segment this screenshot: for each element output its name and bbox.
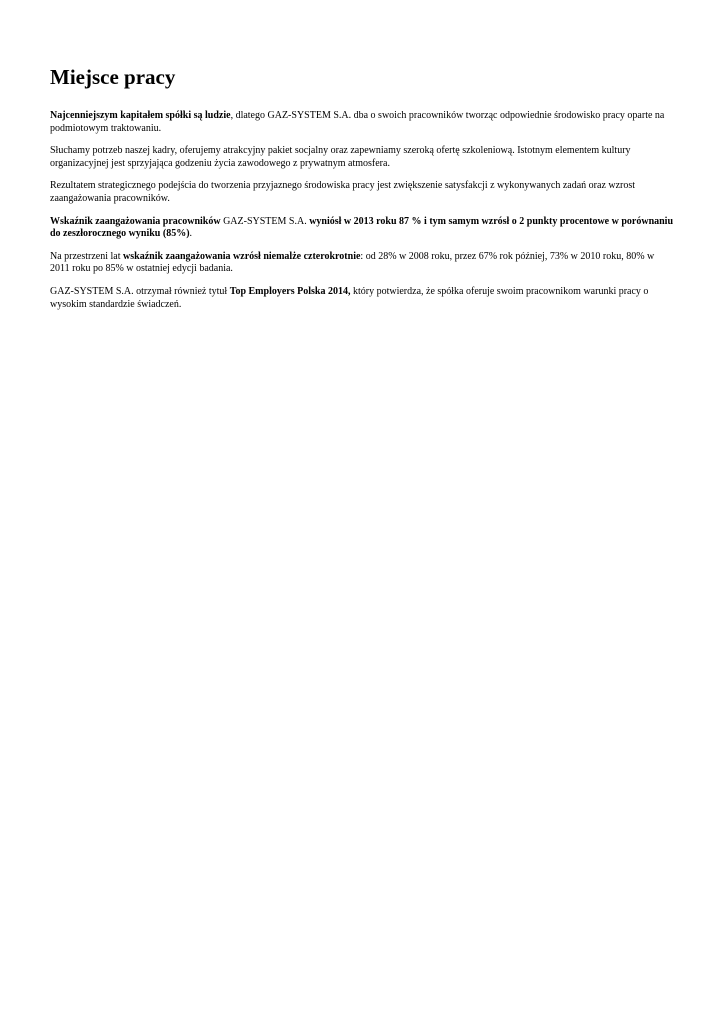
engagement-index-label: Wskaźnik zaangażowania pracowników [50, 215, 221, 227]
paragraph-people-capital-text: , dlatego GAZ-SYSTEM S.A. dba o swoich pracowników tworząc odpowiednie środowisko pracy oparte na podmiotowym traktowaniu. [50, 110, 665, 134]
paragraph-strategy-text: Rezultatem strategicznego podejścia do tworzenia przyjaznego środowiska pracy jest zwiększenie satysfakcji z wykonywanych zadań oraz wzrost zaangażowania pracowników. [50, 180, 636, 204]
paragraph-engagement-growth [50, 251, 675, 276]
paragraph-top-employers [50, 286, 675, 311]
top-employers-title: Top Employers Polska 2014, [229, 285, 351, 297]
engagement-index-period: . [189, 228, 193, 240]
paragraph-benefits [50, 145, 675, 170]
engagement-index-result: wyniósł w 2013 roku 87 % i tym samym wzrósł o 2 punkty procentowe w porównaniu do zeszłorocznego wyniku (85%) [50, 215, 674, 240]
paragraph-strategy [50, 180, 675, 205]
page-title: Miejsce pracy [50, 65, 176, 89]
engagement-growth-text: : od 28% w 2008 roku, przez 67% rok później, 73% w 2010 roku, 80% w 2011 roku po 85% w ostatniej edycji badania. [50, 250, 655, 275]
paragraph-benefits-text: Słuchamy potrzeb naszej kadry, oferujemy atrakcyjny pakiet socjalny oraz zapewniamy szeroką ofertę szkoleniową. Istotnym elementem kultury organizacyjnej jest sprzyjająca godzeniu życia zawodowego z prywatnym atmosfera. [50, 145, 631, 169]
engagement-growth-start: Na przestrzeni lat [50, 250, 124, 262]
engagement-growth-bold: wskaźnik zaangażowania wzrósł niemalże czterokrotnie [123, 250, 361, 262]
paragraph-people-capital [50, 110, 675, 135]
paragraph-people-capital-bold: Najcenniejszym kapitałem spółki są ludzie [50, 110, 231, 121]
top-employers-text: który potwierdza, że spółka oferuje swoim pracownikom warunki pracy o wysokim standardzie świadczeń. [50, 285, 649, 310]
top-employers-start: GAZ-SYSTEM S.A. otrzymał również tytuł [50, 285, 230, 297]
engagement-index-company: GAZ-SYSTEM S.A. [220, 215, 310, 227]
paragraph-engagement-index [50, 216, 675, 241]
